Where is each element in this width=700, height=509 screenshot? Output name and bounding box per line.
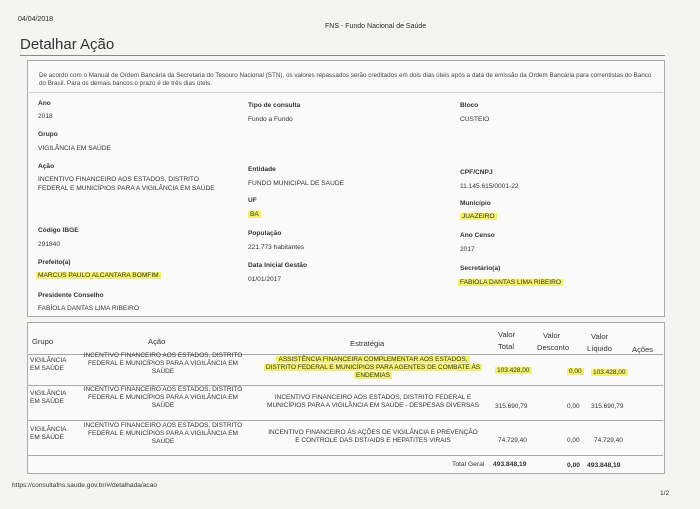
secretario-label: Secretário(a) xyxy=(460,265,501,272)
presidente-value: FABÍOLA DANTAS LIMA RIBEIRO xyxy=(38,305,140,312)
prefeito-value: MARCUS PAULO ALCANTARA BOMFIM xyxy=(38,272,159,279)
row1-total: 103.428,00 xyxy=(497,367,530,374)
page-number: 1/2 xyxy=(660,490,670,497)
total-label: Total Geral xyxy=(452,461,485,468)
row1-desconto: 0,00 xyxy=(569,368,582,375)
print-date: 04/04/2018 xyxy=(18,16,54,23)
total-divider xyxy=(27,455,663,456)
stn-notice: De acordo com o Manual de Ordem Bancária da Secretaria do Tesouro Nacional (STN), os valores repassados serão creditados em dois dias úteis após a data de emissão da Ordem Bancária para correntistas do Banco do Brasil. Para os demais bancos o prazo é de três dias úteis. xyxy=(39,72,652,87)
ano-label: Ano xyxy=(38,100,51,107)
row-divider xyxy=(27,420,663,421)
censo-value: 2017 xyxy=(460,246,475,253)
gestao-value: 01/01/2017 xyxy=(248,276,282,283)
ano-value: 2018 xyxy=(38,113,53,120)
total-desconto: 0,00 xyxy=(567,462,581,469)
bloco-label: Bloco xyxy=(460,102,479,109)
th-valor-liq-2: Líquido xyxy=(587,344,612,353)
ibge-label: Código IBGE xyxy=(38,227,79,234)
th-estrategia: Estratégia xyxy=(350,339,385,348)
th-acoes: Ações xyxy=(632,345,654,354)
notice-divider xyxy=(27,92,663,93)
cpf-label: CPF/CNPJ xyxy=(460,169,493,176)
populacao-value: 221.773 habitantes xyxy=(248,244,305,251)
th-valor-total-2: Total xyxy=(498,342,515,351)
uf-value: BA xyxy=(250,211,259,218)
tipo-label: Tipo de consulta xyxy=(248,102,301,109)
row3-total: 74.729,40 xyxy=(498,437,527,444)
total-liquido: 493.848,19 xyxy=(587,462,621,469)
uf-label: UF xyxy=(248,197,257,204)
municipio-value: JUAZEIRO xyxy=(462,213,495,220)
row2-desconto: 0,00 xyxy=(567,403,580,410)
th-valor-desc-1: Valor xyxy=(543,331,561,340)
acao-value-line2: FEDERAL E MUNICÍPIOS PARA A VIGILÂNCIA EM SAÚDE xyxy=(38,185,215,192)
gestao-label: Data Inicial Gestão xyxy=(248,262,307,269)
th-valor-desc-2: Desconto xyxy=(537,343,570,352)
row1-grupo: VIGILÂNCIA EM SAÚDE xyxy=(30,357,67,372)
entidade-label: Entidade xyxy=(248,166,276,173)
acao-label: Ação xyxy=(38,163,55,170)
acao-value-line1: INCENTIVO FINANCEIRO AOS ESTADOS, DISTRITO xyxy=(38,176,199,183)
th-acao: Ação xyxy=(148,337,166,346)
bloco-value: CUSTEIO xyxy=(460,116,490,123)
th-valor-total-1: Valor xyxy=(498,330,516,339)
entidade-value: FUNDO MUNICIPAL DE SAUDE xyxy=(248,180,344,187)
populacao-label: População xyxy=(248,230,282,237)
row3-desconto: 0,00 xyxy=(567,437,580,444)
tipo-value: Fundo a Fundo xyxy=(248,116,293,123)
row2-grupo: VIGILÂNCIA EM SAÚDE xyxy=(30,390,67,405)
prefeito-label: Prefeito(a) xyxy=(38,259,71,266)
row2-total: 315.690,79 xyxy=(495,403,528,410)
presidente-label: Presidente Conselho xyxy=(38,292,104,299)
censo-label: Ano Censo xyxy=(460,232,495,239)
row3-estrategia: INCENTIVO FINANCEIRO ÀS AÇÕES DE VIGILÂNCIA E PREVENÇÃO E CONTROLE DAS DST/AIDS E HEPATITES VIRAIS xyxy=(268,429,478,444)
row3-acao: INCENTIVO FINANCEIRO AOS ESTADOS, DISTRITO FEDERAL E MUNICÍPIOS PARA A VIGILÂNCIA EM SAÚDE xyxy=(83,422,243,445)
row1-acao: INCENTIVO FINANCEIRO AOS ESTADOS, DISTRITO FEDERAL E MUNICÍPIOS PARA A VIGILÂNCIA EM SAÚDE xyxy=(83,352,243,375)
page-url: https://consultafns.saude.gov.br/#/detalhada/acao xyxy=(12,482,158,489)
grupo-label: Grupo xyxy=(38,131,58,138)
secretario-value: FABIOLA DANTAS LIMA RIBEIRO xyxy=(460,279,562,286)
grupo-value: VIGILÂNCIA EM SAÚDE xyxy=(38,145,111,152)
row2-estrategia: INCENTIVO FINANCEIRO AOS ESTADOS, DISTRITO FEDERAL E MUNICÍPIOS PARA A VIGILÂNCIA EM SAÚDE - DESPESAS DIVERSAS xyxy=(267,394,479,409)
ibge-value: 291840 xyxy=(38,241,61,248)
row3-liquido: 74.729,40 xyxy=(594,437,623,444)
municipio-label: Município xyxy=(460,200,491,207)
th-grupo: Grupo xyxy=(32,337,54,346)
page-title: Detalhar Ação xyxy=(20,36,115,53)
row2-acao: INCENTIVO FINANCEIRO AOS ESTADOS, DISTRITO FEDERAL E MUNICÍPIOS PARA A VIGILÂNCIA EM SAÚDE xyxy=(83,386,243,409)
title-divider xyxy=(20,55,665,56)
th-valor-liq-1: Valor xyxy=(591,332,609,341)
row2-liquido: 315.690,79 xyxy=(591,403,624,410)
row3-grupo: VIGILÂNCIA EM SAÚDE xyxy=(30,426,67,441)
total-total: 493.848,19 xyxy=(493,461,527,468)
row1-estrategia: ASSISTÊNCIA FINANCEIRA COMPLEMENTAR AOS ESTADOS, DISTRITO FEDERAL E MUNICÍPIOS PARA AGENTES DE COMBATE ÀS ENDEMIAS xyxy=(265,356,481,379)
site-title: FNS - Fundo Nacional de Saúde xyxy=(325,23,427,30)
row1-liquido: 103.428,00 xyxy=(593,369,626,376)
cpf-value: 11.145.615/0001-22 xyxy=(460,183,519,190)
